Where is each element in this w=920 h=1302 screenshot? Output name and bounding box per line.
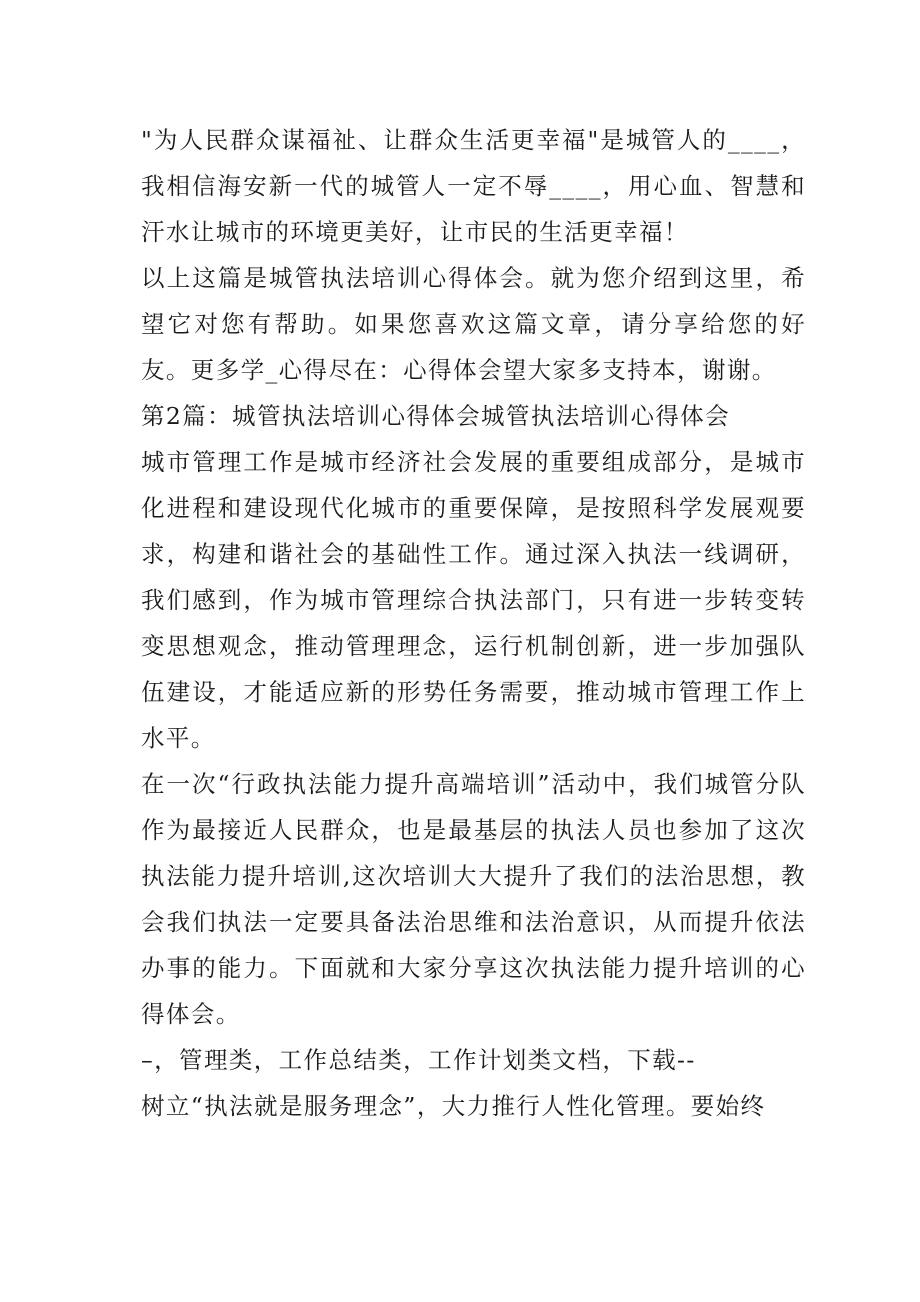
paragraph-service-concept: 树立“执法就是服务理念”，大力推行人性化管理。要始终 xyxy=(141,1092,766,1120)
paragraph-article-footer: 以上这篇是城管执法培训心得体会。就为您介绍到这里，希望它对您有帮助。如果您喜欢这篇文章，请分享给您的好友。更多学_心得尽在：心得体会望大家多支持本，谢谢。 xyxy=(141,264,806,384)
paragraph-closing-remark: "为人民群众谋福祉、让群众生活更幸福"是城管人的____，我相信海安新一代的城管人一定不辱____，用心血、智慧和汗水让城市的环境更美好，让市民的生活更幸福！ xyxy=(141,126,806,246)
section-heading: 第2篇：城管执法培训心得体会城管执法培训心得体会 xyxy=(141,402,731,430)
document-body xyxy=(141,117,806,1129)
paragraph-training: 在一次“行政执法能力提升高端培训”活动中，我们城管分队作为最接近人民群众，也是最基层的执法人员也参加了这次执法能力提升培训,这次培训大大提升了我们的法治思想，教会我们执法一定要具备法治思维和法治意识，从而提升依法办事的能力。下面就和大家分享这次执法能力提升培训的心得体会。 xyxy=(141,770,806,1028)
paragraph-intro: 城市管理工作是城市经济社会发展的重要组成部分，是城市化进程和建设现代化城市的重要保障，是按照科学发展观要求，构建和谐社会的基础性工作。通过深入执法一线调研，我们感到，作为城市管理综合执法部门，只有进一步转变转变思想观念，推动管理理念，运行机制创新，进一步加强队伍建设，才能适应新的形势任务需要，推动城市管理工作上水平。 xyxy=(141,448,806,752)
paragraph-category-note: –，管理类，工作总结类，工作计划类文档，下载-- xyxy=(141,1046,696,1074)
